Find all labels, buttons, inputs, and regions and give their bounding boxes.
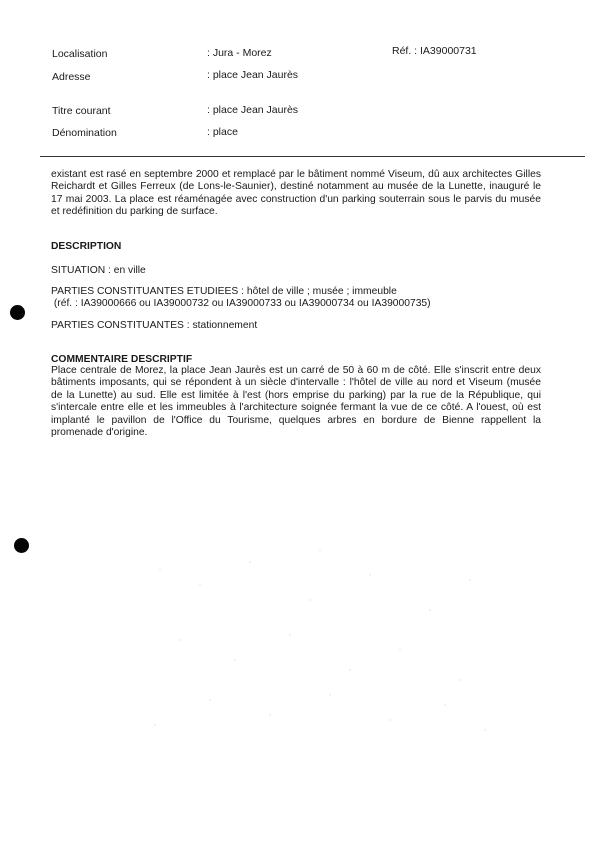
parties-etudiees-refs: (réf. : IA39000666 ou IA39000732 ou IA39000733 ou IA39000734 ou IA39000735)	[51, 298, 431, 309]
adresse-value: : place Jean Jaurès	[207, 69, 299, 81]
localisation-label: Localisation	[52, 48, 108, 60]
localisation-value: : Jura - Morez	[207, 47, 272, 59]
intro-paragraph	[51, 169, 541, 219]
adresse-label: Adresse	[52, 71, 91, 83]
header-divider	[40, 156, 585, 157]
titre-courant-label: Titre courant	[52, 105, 111, 117]
intro-line: Reichardt et Gilles Ferreux (de Lons-le-Saunier), destiné notamment au musée de la Lunette, inauguré le	[51, 181, 541, 193]
commentaire-paragraph	[51, 365, 541, 439]
description-heading: DESCRIPTION	[51, 241, 122, 252]
punch-hole-top	[10, 305, 25, 320]
commentaire-line: s'intercale entre elle et les immeubles à l'architecture soignée fermant la vue de ce côté. A l'ouest, où est	[51, 402, 541, 414]
commentaire-line: de la Lunette) au sud. Elle est limitée à l'est (hors emprise du parking) par la rue de la République, qui	[51, 389, 541, 401]
intro-line: 17 mai 2003. La place est réaménagée avec construction d'un parking souterrain sous le parvis du musée	[51, 193, 541, 205]
commentaire-line: Place centrale de Morez, la place Jean Jaurès est un carré de 50 à 60 m de côté. Elle s'inscrit entre deux	[51, 365, 541, 376]
commentaire-line: promenade d'origine.	[51, 427, 148, 439]
commentaire-line: bâtiments imposants, qui se répondent à un siècle d'intervalle : l'hôtel de ville au nord et Viseum (musée	[51, 377, 541, 389]
denomination-value: : place	[207, 126, 238, 138]
commentaire-heading: COMMENTAIRE DESCRIPTIF	[51, 354, 193, 365]
intro-line: existant est rasé en septembre 2000 et remplacé par le bâtiment nommé Viseum, dû aux architectes Gilles	[51, 169, 541, 180]
punch-hole-bottom	[14, 538, 29, 553]
denomination-label: Dénomination	[52, 127, 117, 139]
situation-text: SITUATION : en ville	[51, 265, 146, 276]
titre-courant-value: : place Jean Jaurès	[207, 104, 299, 116]
parties-constituantes-text: PARTIES CONSTITUANTES : stationnement	[51, 320, 258, 331]
scan-noise	[140, 540, 500, 740]
intro-line: et redéfinition du parking de surface.	[51, 206, 218, 218]
commentaire-line: implanté le pavillon de l'Office du Tourisme, quelques arbres en bordure de Bienne rappellent la	[51, 414, 541, 426]
reference-number: Réf. : IA39000731	[392, 45, 477, 57]
parties-etudiees-text: PARTIES CONSTITUANTES ETUDIEES : hôtel de ville ; musée ; immeuble	[51, 286, 397, 297]
